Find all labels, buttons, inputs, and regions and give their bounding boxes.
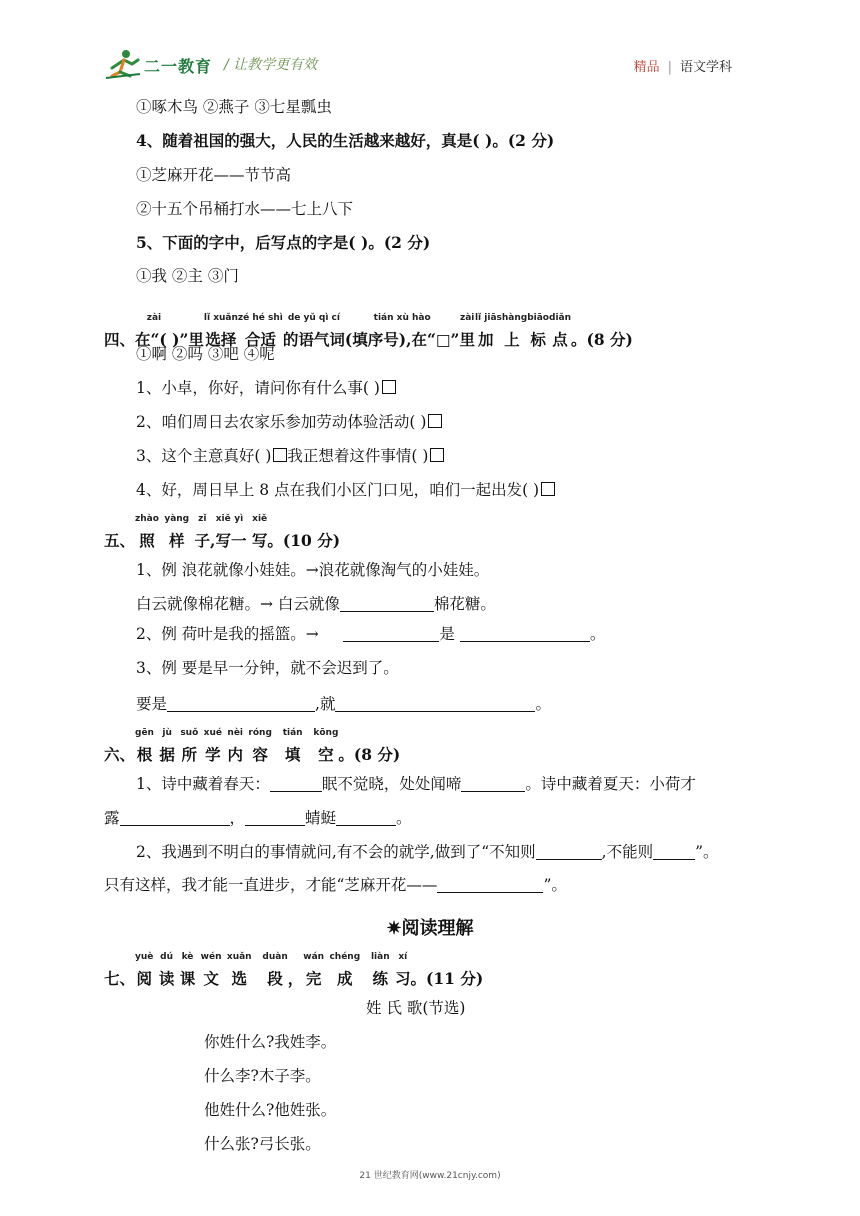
answer-blank[interactable] [245, 809, 305, 826]
answer-blank[interactable] [340, 595, 434, 612]
section-7-heading: 七、 yuè 阅 dú 读 kè 课 wén 文 xuǎn 选 duàn 段 ， wán 完 chéng 成 liàn 练 xí 习 。(11 分) [104, 952, 483, 994]
ruby-word: nèi 内 [227, 728, 244, 764]
ruby-word: wán 完 [303, 952, 325, 988]
section-6-line-1: 1、诗中藏着春天： 眠不觉晓，处处闻啼 。诗中藏着夏天：小荷才 [136, 775, 696, 793]
page-header [0, 0, 860, 90]
answer-blank[interactable] [653, 843, 695, 860]
ruby-word: xiě 写 [251, 514, 268, 550]
ruby-word: zài 里 [459, 313, 475, 349]
ruby-word: dú 读 [158, 952, 175, 988]
answer-blank[interactable] [460, 625, 590, 642]
section-4-item-4: 4、好，周日早上 8 点在我们小区门口见，咱们一起出发( ) [136, 480, 555, 500]
ruby-word: de yǔ qì cí 的语气词 [282, 313, 345, 349]
header-right [634, 56, 732, 75]
ruby-tianxuhao: tián xù hào (填序号),在“□” [344, 313, 460, 349]
punctuation-box[interactable] [541, 482, 555, 496]
punctuation-box[interactable] [430, 448, 444, 462]
punctuation-box[interactable] [382, 380, 396, 394]
q3-options: ①啄木鸟 ②燕子 ③七星瓢虫 [136, 98, 332, 116]
quality-label: 精品 [633, 60, 660, 75]
section-5-example-1: 1、例 浪花就像小娃娃。→浪花就像淘气的小娃娃。 [136, 561, 490, 579]
ruby-word: diǎn 点 [549, 313, 572, 349]
poem-line: 什么李?木子李。 [204, 1067, 321, 1085]
poem-title: 姓 氏 歌(节选) [366, 999, 466, 1017]
ruby-word: xuǎn 选 [226, 952, 252, 988]
ruby-zai: zài 四、在“( )”里 [104, 313, 204, 349]
ruby-word: zhào 照 [135, 514, 159, 550]
ruby-word: xué 学 [203, 728, 222, 764]
section-5-heading: 五、 zhào 照 yàng 样 zǐ 子 , xiě 写 yì 一 xiě 写 。(10 分) [104, 514, 340, 556]
runner-logo-icon [104, 48, 142, 80]
ruby-word: kōng 空 [313, 728, 339, 764]
header-separator: | [667, 60, 672, 75]
q4-text: 4、随着祖国的强大，人民的生活越来越好，真是( )。(2 分) [136, 131, 555, 150]
ruby-word: gēn 根 [135, 728, 154, 764]
poem-line: 什么张?弓长张。 [204, 1135, 321, 1153]
ruby-word: biāo 标 [527, 313, 549, 349]
section-6-heading [104, 728, 400, 770]
ruby-word: kè 课 [179, 952, 196, 988]
ruby-word: tián 填 [282, 728, 303, 764]
ruby-word: xiě 写 [215, 514, 231, 550]
logo-text: 二一教育 [144, 57, 213, 76]
section-6-number: 六、 [104, 745, 136, 764]
section-6-points: 。(8 分) [338, 745, 401, 764]
section-7-number: 七、 [104, 969, 136, 988]
q5-options: ①我 ②主 ③门 [136, 267, 239, 285]
answer-blank[interactable] [335, 695, 535, 712]
answer-blank[interactable] [343, 625, 439, 642]
ruby-word: chéng 成 [329, 952, 361, 988]
q4-option-2: ②十五个吊桶打水——七上八下 [136, 200, 354, 218]
section-4-item-3: 3、这个主意真好( ) 我正想着这件事情( ) [136, 446, 444, 466]
answer-blank[interactable] [536, 843, 602, 860]
section-6-line-4: 只有这样，我才能一直进步，才能“芝麻开花—— ”。 [104, 876, 567, 894]
section-6-line-3: 2、我遇到不明白的事情就问,有不会的就学,做到了“不知则 ,不能则 ”。 [136, 843, 719, 861]
section-5-exercise-3: 要是 ,就 。 [136, 695, 551, 713]
ruby-word: zé hé shì 合适 [237, 313, 283, 349]
poem-line: 他姓什么?他姓张。 [204, 1101, 337, 1119]
ruby-word: duàn 段 [262, 952, 288, 988]
section-4-points: 。(8 分) [571, 330, 633, 349]
answer-blank[interactable] [336, 809, 396, 826]
section-5-example-2: 2、例 荷叶是我的摇篮。→ 是 。 [136, 625, 606, 643]
q5-text: 5、下面的字中，后写点的字是( )。(2 分) [136, 233, 431, 252]
ruby-word: róng 容 [248, 728, 272, 764]
section-4-options: ①啊 ②吗 ③吧 ④呢 [136, 345, 275, 363]
reading-section-title: ✷阅读理解 [386, 918, 474, 939]
slogan: / 让教学更有效 [224, 57, 318, 73]
answer-blank[interactable] [437, 876, 543, 893]
ruby-word: liàn 练 [370, 952, 390, 988]
ruby-word: lǐ xuǎn 选择 [203, 313, 238, 349]
ruby-word: xí 习 [395, 952, 411, 988]
answer-blank[interactable] [270, 775, 322, 792]
section-5-number: 五、 [104, 531, 136, 550]
ruby-word: jù 据 [159, 728, 175, 764]
ruby-word: yì 一 [230, 514, 247, 550]
answer-blank[interactable] [167, 695, 315, 712]
punctuation-box[interactable] [273, 448, 287, 462]
section-5-exercise-1: 白云就像棉花糖。→ 白云就像 棉花糖。 [136, 595, 496, 613]
poem-line: 你姓什么?我姓李。 [204, 1033, 337, 1051]
ruby-word: zǐ 子 [194, 514, 211, 550]
q4-option-1: ①芝麻开花——节节高 [136, 166, 292, 184]
ruby-word: wén 文 [200, 952, 222, 988]
ruby-word: shàng 上 [496, 313, 528, 349]
punctuation-box[interactable] [428, 414, 442, 428]
section-7-points: 。(11 分) [410, 969, 484, 988]
section-6-line-2: 露 ， 蜻蜓 。 [104, 809, 412, 827]
page-footer: 21 世纪教育网(www.21cnjy.com) [359, 1171, 501, 1181]
section-5-example-3: 3、例 要是早一分钟，就不会迟到了。 [136, 659, 399, 677]
ruby-word: suǒ 所 [180, 728, 199, 764]
section-4-item-2: 2、咱们周日去农家乐参加劳动体验活动( ) [136, 412, 442, 432]
ruby-word: lǐ jiā 加 [474, 313, 497, 349]
section-4-item-1: 1、小卓，你好，请问你有什么事( ) [136, 378, 396, 398]
ruby-word: yuè 阅 [135, 952, 154, 988]
ruby-word: yàng 样 [164, 514, 190, 550]
answer-blank[interactable] [120, 809, 230, 826]
answer-blank[interactable] [461, 775, 525, 792]
subject-label: 语文学科 [679, 60, 732, 75]
section-5-points: 。(10 分) [267, 531, 341, 550]
